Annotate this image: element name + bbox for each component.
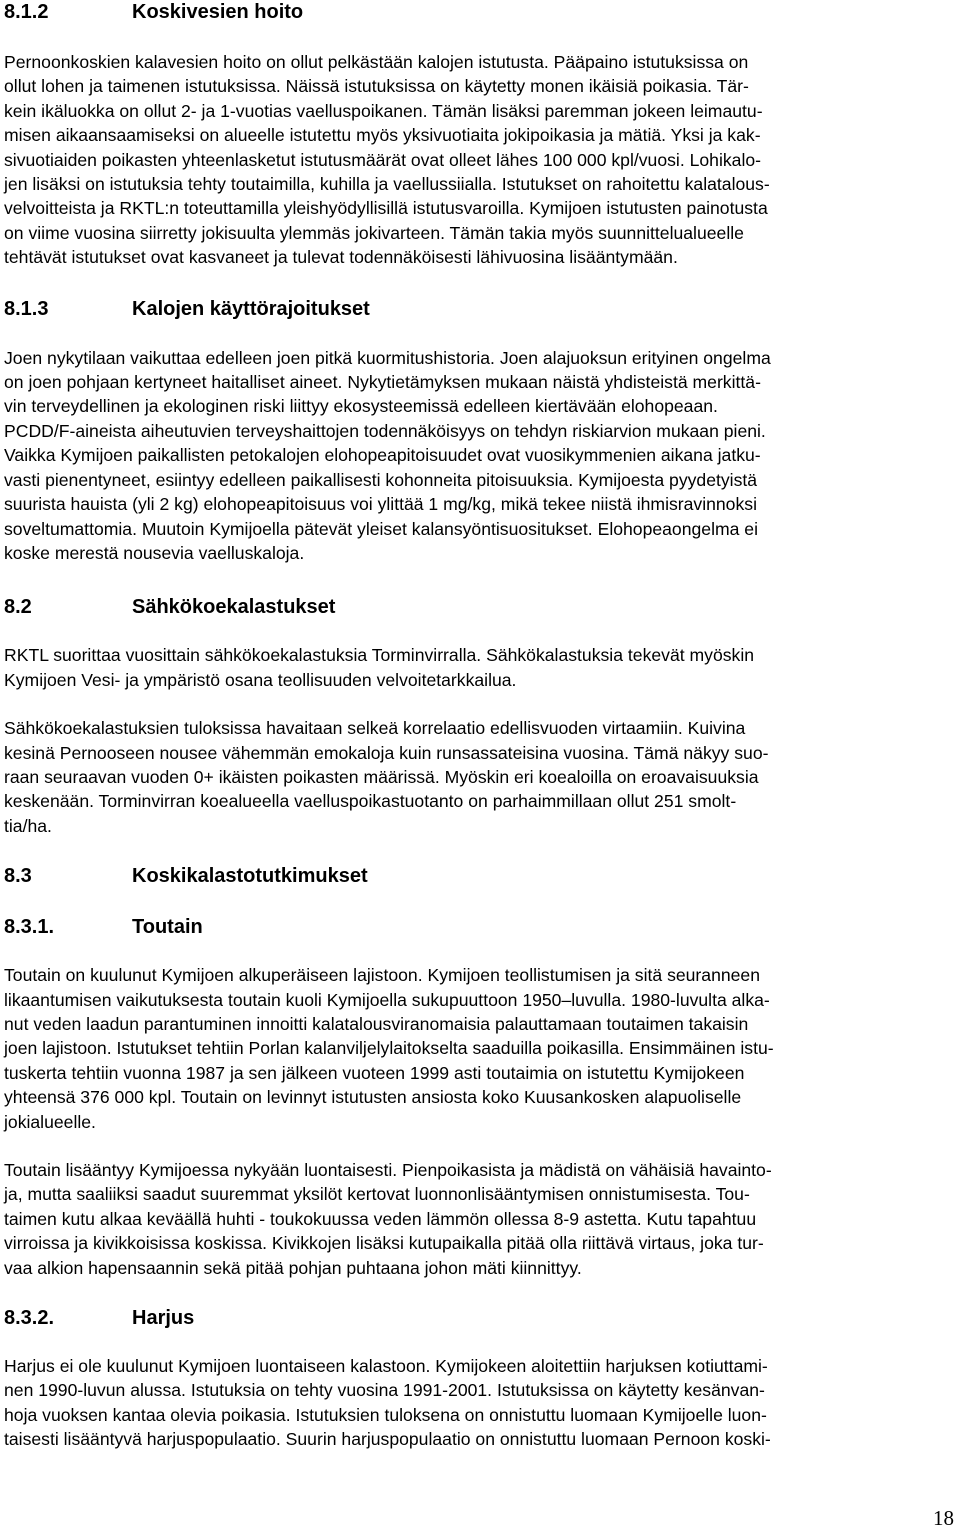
section-number: 8.3 [4, 865, 32, 888]
text-line: misen aikaansaamiseksi on alueelle istutettu myös yksivuotiaita jokipoikasia ja mätiä. Yksi ja kak- [4, 125, 761, 146]
text-line: keskenään. Torminvirran koealueella vaelluspoikastuotanto on parhaimmillaan ollut 251 smolt- [4, 791, 737, 812]
text-line: Vaikka Kymijoen paikallisten petokalojen elohopeapitoisuudet ovat vuosikymmenien aikana jatku- [4, 445, 761, 466]
text-line: RKTL suorittaa vuosittain sähkökoekalastuksia Torminvirralla. Sähkökalastuksia tekevät myöskin [4, 645, 755, 666]
text-line: tuskerta tehtiin vuonna 1987 ja sen jälkeen vuoteen 1999 asti toutaimia on istutettu Kymijokeen [4, 1062, 745, 1083]
paragraph [4, 50, 954, 270]
text-line: virroissa ja kivikkoisissa koskissa. Kivikkojen lisäksi kutupaikalla pitää olla riittävä virtaus, joka tur- [4, 1233, 764, 1254]
text-line: nut veden laadun parantuminen innoitti kalatalousviranomaisia palauttamaan toutaimen takaisin [4, 1013, 749, 1034]
text-line: velvoitteista ja RKTL:n toteuttamilla yleishyödyllisillä istutusvaroilla. Kymijoen istutusten painotusta [4, 198, 768, 219]
paragraph [4, 716, 954, 838]
text-line: Joen nykytilaan vaikuttaa edelleen joen pitkä kuormitushistoria. Joen alajuoksun erityinen ongelma [4, 347, 771, 368]
paragraph [4, 963, 954, 1134]
section-number: 8.2 [4, 596, 32, 619]
text-line: vin terveydellinen ja ekologinen riski liittyy ekosysteemissä edelleen kiertävään elohopeaan. [4, 396, 718, 417]
text-line: sivuotiaiden poikasten yhteenlasketut istutusmäärät ovat olleet lähes 100 000 kpl/vuosi. Lohikalo- [4, 149, 761, 170]
text-line: vaa alkion hapensaannin sekä pitää pohjan puhtaana johon mäti kiinnittyy. [4, 1257, 582, 1278]
text-line: kein ikäluokka on ollut 2- ja 1-vuotias vaelluspoikanen. Tämän lisäksi paremman jokeen leimautu- [4, 100, 763, 121]
text-line: jen lisäksi on istutuksia tehty toutaimilla, kuhilla ja vaellussiialla. Istutukset on rahoitettu kalatalous- [4, 174, 770, 195]
section-number: 8.1.3 [4, 297, 49, 320]
text-line: on viime vuosina siirretty jokisuulta ylemmäs jokivarteen. Tämän takia myös suunnittelualueelle [4, 222, 744, 243]
text-line: taisesti lisääntyvä harjuspopulaatio. Suurin harjuspopulaatio on onnistuttu luomaan Pernoon koski- [4, 1429, 771, 1450]
section-number: 8.3.2. [4, 1307, 55, 1330]
text-line: suurista hauista (yli 2 kg) elohopeapitoisuus voi ylittää 1 mg/kg, mikä tekee niistä ihmisravinnoksi [4, 494, 757, 515]
paragraph [4, 1354, 954, 1452]
text-line: Kymijoen Vesi- ja ympäristö osana teollisuuden velvoitetarkkailua. [4, 669, 517, 690]
text-line: yhteensä 376 000 kpl. Toutain on levinnyt istutusten ansiosta koko Kuusankosken alapuoliselle [4, 1087, 742, 1108]
section-heading-8-3 [4, 864, 954, 888]
section-title: Koskikalastotutkimukset [132, 865, 368, 888]
section-title: Harjus [132, 1307, 195, 1330]
text-line: vasti pienentyneet, esiintyy edelleen paikallisesti kohonneita pitoisuuksia. Kymijoesta pyydetyistä [4, 469, 758, 490]
text-line: kesinä Pernooseen nousee vähemmän emokaloja kuin runsassateisina vuosina. Tämä näkyy suo- [4, 742, 769, 763]
paragraph [4, 1158, 954, 1280]
text-line: ja, mutta saaliiksi saadut suuremmat yksilöt kertovat luonnonlisääntymisen onnistumisesta. Tou- [4, 1184, 750, 1205]
text-line: Sähkökoekalastuksien tuloksissa havaitaan selkeä korrelaatio edellisvuoden virtaamiin. Kuivina [4, 718, 746, 739]
text-line: Toutain lisääntyy Kymijoessa nykyään luontaisesti. Pienpoikasista ja mädistä on vähäisiä havainto- [4, 1160, 772, 1180]
text-line: Pernoonkoskien kalavesien hoito on ollut pelkästään kalojen istutusta. Pääpaino istutuksissa on [4, 52, 749, 72]
section-title: Kalojen käyttörajoitukset [132, 297, 370, 320]
text-line: Harjus ei ole kuulunut Kymijoen luontaiseen kalastoon. Kymijokeen aloitettiin harjuksen kotiuttami- [4, 1356, 768, 1377]
text-line: ollut lohen ja taimenen istutuksissa. Näissä istutuksissa on käytetty monen ikäisiä poikasia. Tär- [4, 76, 749, 97]
text-line: koske merestä nousevia vaelluskaloja. [4, 542, 305, 563]
section-heading-8-3-1 [4, 915, 954, 939]
text-line: taimen kutu alkaa keväällä huhti - toukokuussa veden lämmön ollessa 8-9 astetta. Kutu tapahtuu [4, 1208, 757, 1229]
section-heading-8-2 [4, 595, 954, 619]
text-line: jokialueelle. [4, 1111, 96, 1132]
text-line: joen lajistoon. Istutukset tehtiin Porlan kalanviljelylaitokselta saaduilla poikasilla. Ensimmäinen istu- [4, 1038, 774, 1059]
text-line: Toutain on kuulunut Kymijoen alkuperäiseen lajistoon. Kymijoen teollistumisen ja sitä seuranneen [4, 965, 760, 986]
section-title: Toutain [132, 916, 203, 939]
page-body [4, 0, 954, 1452]
text-line: nen 1990-luvun alussa. Istutuksia on tehty vuosina 1991-2001. Istutuksissa on käytetty kesänvan- [4, 1380, 765, 1401]
text-line: soveltumattomia. Muutoin Kymijoella pätevät yleiset kalansyöntisuositukset. Elohopeaongelma ei [4, 518, 759, 539]
paragraph [4, 346, 954, 566]
section-number: 8.1.2 [4, 1, 49, 23]
section-heading-8-1-2 [4, 0, 954, 24]
section-title: Sähkökoekalastukset [132, 596, 336, 619]
text-line: hoja vuoksen kantaa olevia poikasia. Istutuksien tuloksena on onnistuttu luomaan Kymijoelle luon- [4, 1404, 767, 1425]
text-line: PCDD/F-aineista aiheutuvien terveyshaittojen todennäköisyys on tehdyn riskiarvion mukaan pieni. [4, 420, 766, 441]
text-line: likaantumisen vaikutuksesta toutain kuoli Kymijoella sukupuuttoon 1950–luvulla. 1980-luvulta alka- [4, 989, 770, 1010]
page-number: 18 [933, 1506, 954, 1530]
text-line: on joen pohjaan kertyneet haitalliset aineet. Nykytietämyksen mukaan näistä yhdisteistä merkittä- [4, 372, 761, 393]
text-line: tehtävät istutukset ovat kasvaneet ja tulevat todennäköisesti lähivuosina lisääntymään. [4, 247, 678, 268]
text-line: raan seuraavan vuoden 0+ ikäisten poikasten määrissä. Myöskin eri koealoilla on eroavaisuuksia [4, 766, 759, 787]
text-line: tia/ha. [4, 815, 52, 836]
section-number: 8.3.1. [4, 916, 55, 939]
section-heading-8-1-3 [4, 297, 954, 321]
section-heading-8-3-2 [4, 1306, 954, 1330]
section-title: Koskivesien hoito [132, 1, 304, 23]
paragraph [4, 643, 954, 692]
